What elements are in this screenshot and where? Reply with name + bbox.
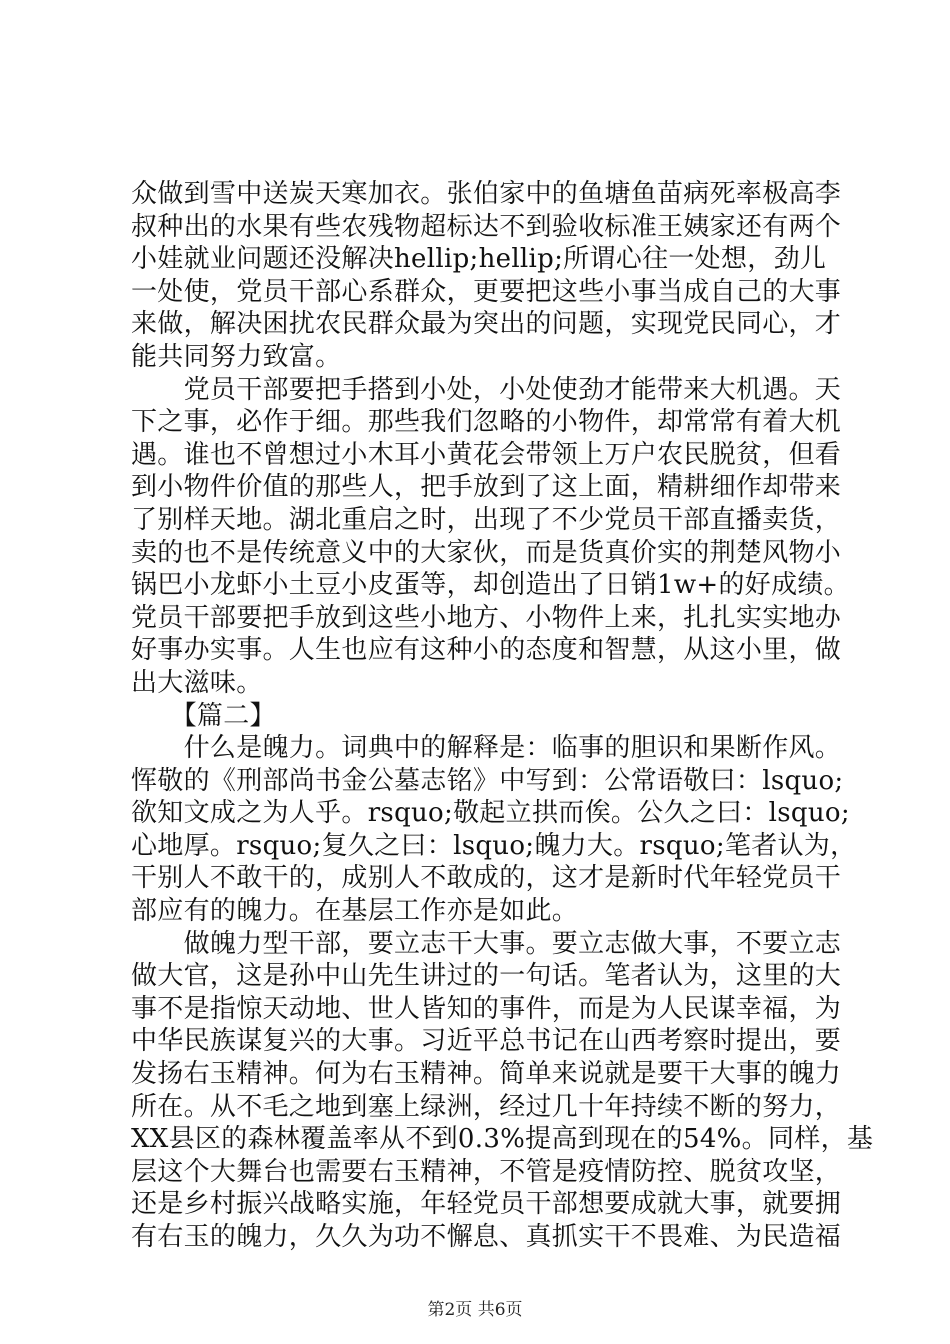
text-line: 党员干部要把手放到这些小地方、小物件上来，扎扎实实地办 bbox=[131, 602, 842, 633]
text-line: 卖的也不是传统意义中的大家伙，而是货真价实的荆楚风物小 bbox=[131, 537, 842, 568]
text-line: 做大官，这是孙中山先生讲过的一句话。笔者认为，这里的大 bbox=[131, 961, 842, 992]
text-line: 了别样天地。湖北重启之时，出现了不少党员干部直播卖货， bbox=[131, 504, 842, 535]
text-line: 一处使，党员干部心系群众，更要把这些小事当成自己的大事 bbox=[131, 276, 842, 307]
text-line: 好事办实事。人生也应有这种小的态度和智慧，从这小里，做 bbox=[131, 635, 842, 666]
text-line: 还是乡村振兴战略实施，年轻党员干部想要成就大事，就要拥 bbox=[131, 1189, 842, 1220]
text-line: 众做到雪中送炭天寒加衣。张伯家中的鱼塘鱼苗病死率极高李 bbox=[131, 179, 842, 209]
text-line: 干别人不敢干的，成别人不敢成的，这才是新时代年轻党员干 bbox=[131, 863, 842, 894]
text-line: 小娃就业问题还没解决hellip;hellip;所谓心往一处想，劲儿 bbox=[131, 244, 827, 275]
text-line: 什么是魄力。词典中的解释是：临事的胆识和果断作风。 bbox=[131, 733, 842, 764]
text-line: 到小物件价值的那些人，把手放到了这上面，精耕细作却带来 bbox=[131, 472, 842, 503]
text-line: 出大滋味。 bbox=[131, 667, 263, 698]
text-line: 锅巴小龙虾小土豆小皮蛋等，却创造出了日销1w+的好成绩。 bbox=[131, 570, 850, 601]
text-line: 事不是指惊天动地、世人皆知的事件，而是为人民谋幸福，为 bbox=[131, 993, 842, 1024]
text-line: 所在。从不毛之地到塞上绿洲，经过几十年持续不断的努力， bbox=[131, 1091, 842, 1122]
text-line: 下之事，必作于细。那些我们忽略的小物件，却常常有着大机 bbox=[131, 407, 842, 438]
text-line: 部应有的魄力。在基层工作亦是如此。 bbox=[131, 896, 579, 927]
text-line: 发扬右玉精神。何为右玉精神。简单来说就是要干大事的魄力 bbox=[131, 1059, 842, 1090]
text-line: 遇。谁也不曾想过小木耳小黄花会带领上万户农民脱贫，但看 bbox=[131, 439, 842, 470]
text-line: 来做，解决困扰农民群众最为突出的问题，实现党民同心，才 bbox=[131, 309, 842, 340]
text-line: 欲知文成之为人乎。rsquo;敬起立拱而俟。公久之曰：lsquo; bbox=[131, 798, 850, 829]
text-line: 层这个大舞台也需要右玉精神，不管是疫情防控、脱贫攻坚， bbox=[131, 1156, 842, 1187]
text-line: 中华民族谋复兴的大事。习近平总书记在山西考察时提出，要 bbox=[131, 1026, 842, 1057]
text-line: 恽敬的《刑部尚书金公墓志铭》中写到：公常语敬曰：lsquo; bbox=[131, 765, 844, 796]
text-line: 有右玉的魄力，久久为功不懈息、真抓实干不畏难、为民造福 bbox=[131, 1222, 842, 1252]
body-text bbox=[131, 178, 874, 1254]
text-line: 能共同努力致富。 bbox=[131, 341, 342, 372]
text-line: 【篇二】 bbox=[131, 700, 276, 731]
text-line: 做魄力型干部，要立志干大事。要立志做大事，不要立志 bbox=[131, 928, 842, 959]
text-line: XX县区的森林覆盖率从不到0.3%提高到现在的54%。同样，基 bbox=[131, 1124, 874, 1155]
text-line: 心地厚。rsquo;复久之曰：lsquo;魄力大。rsquo;笔者认为， bbox=[131, 830, 857, 861]
page-footer: 第2页 共6页 bbox=[427, 1300, 523, 1320]
text-line: 党员干部要把手搭到小处，小处使劲才能带来大机遇。天 bbox=[131, 374, 842, 405]
text-line: 叔种出的水果有些农残物超标达不到验收标准王姨家还有两个 bbox=[131, 211, 842, 242]
